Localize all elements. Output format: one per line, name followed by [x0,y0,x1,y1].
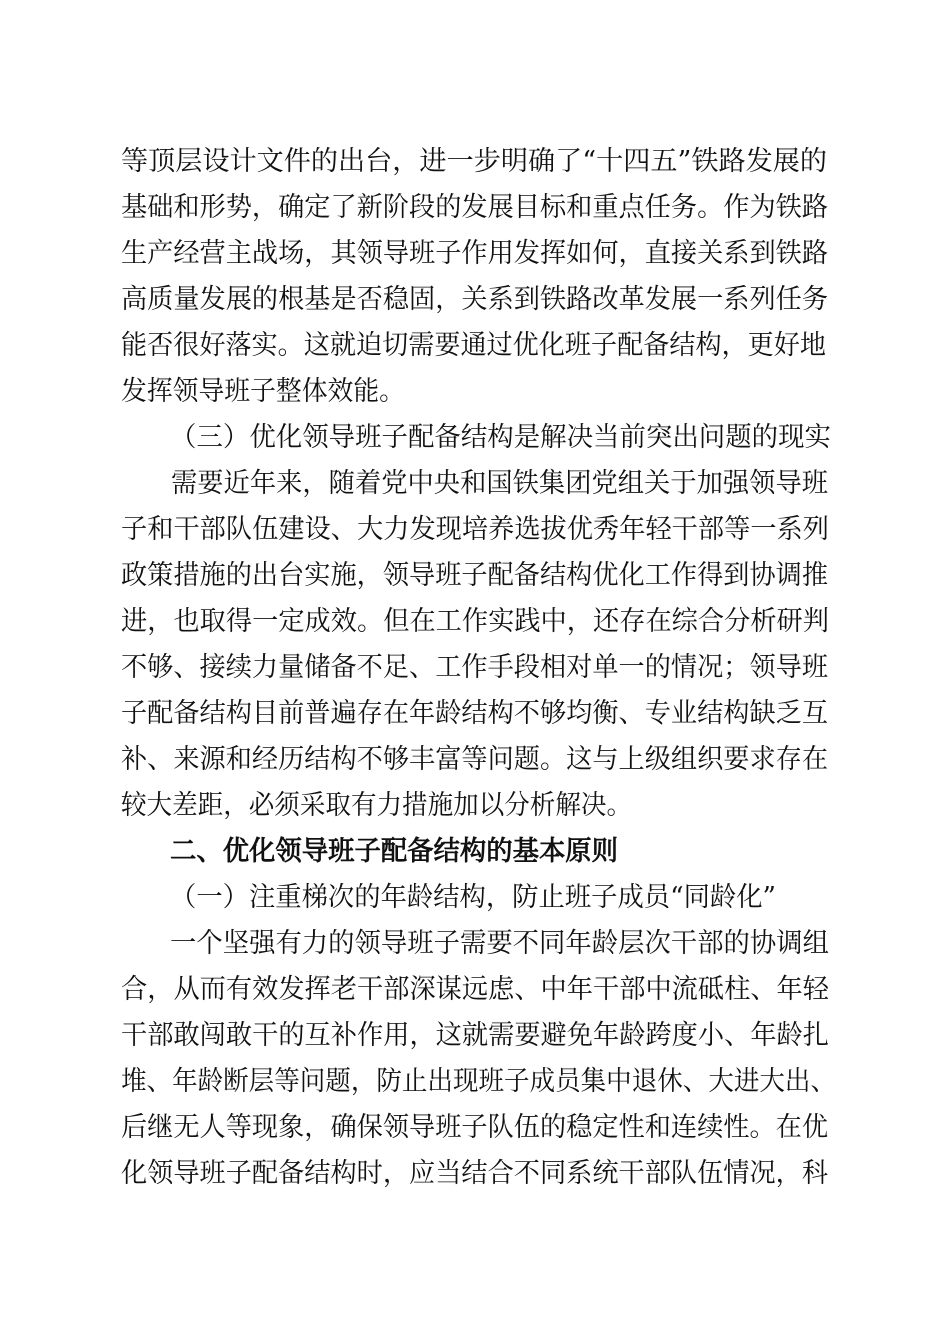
body-line: 政策措施的出台实施，领导班子配备结构优化工作得到协调推 [121,560,828,591]
body-line: 能否很好落实。这就迫切需要通过优化班子配备结构，更好地 [121,330,826,361]
body-line: 较大差距，必须采取有力措施加以分析解决。 [121,790,632,821]
subheading-1: （一）注重梯次的年龄结构，防止班子成员“同龄化” [170,882,776,913]
body-line: 生产经营主战场，其领导班子作用发挥如何，直接关系到铁路 [121,238,828,269]
body-line: 发挥领导班子整体效能。 [121,376,405,407]
body-line: 等顶层设计文件的出台，进一步明确了“十四五”铁路发展的 [121,146,827,177]
body-line: 子和干部队伍建设、大力发现培养选拔优秀年轻干部等一系列 [121,514,829,545]
body-line: 堆、年龄断层等问题，防止出现班子成员集中退休、大进大出、 [121,1066,836,1097]
body-line: 后继无人等现象，确保领导班子队伍的稳定性和连续性。在优 [121,1112,828,1143]
body-line: 进，也取得一定成效。但在工作实践中，还存在综合分析研判 [121,606,829,637]
body-line: 高质量发展的根基是否稳固，关系到铁路改革发展一系列任务 [121,284,828,315]
body-line: 合，从而有效发挥老干部深谋远虑、中年干部中流砥柱、年轻 [121,974,829,1005]
body-line: 化领导班子配备结构时，应当结合不同系统干部队伍情况，科 [121,1158,828,1189]
body-line: 不够、接续力量储备不足、工作手段相对单一的情况；领导班 [121,652,828,683]
body-line: 基础和形势，确定了新阶段的发展目标和重点任务。作为铁路 [121,192,828,223]
body-line: 干部敢闯敢干的互补作用，这就需要避免年龄跨度小、年龄扎 [121,1020,829,1051]
section-heading: 二、优化领导班子配备结构的基本原则 [170,836,618,867]
body-line: 子配备结构目前普遍存在年龄结构不够均衡、专业结构缺乏互 [121,698,828,729]
body-line: 一个坚强有力的领导班子需要不同年龄层次干部的协调组 [170,928,829,959]
body-line: 需要近年来，随着党中央和国铁集团党组关于加强领导班 [171,468,828,499]
body-line: 补、来源和经历结构不够丰富等问题。这与上级组织要求存在 [121,744,828,775]
subheading-3: （三）优化领导班子配备结构是解决当前突出问题的现实 [170,422,831,453]
